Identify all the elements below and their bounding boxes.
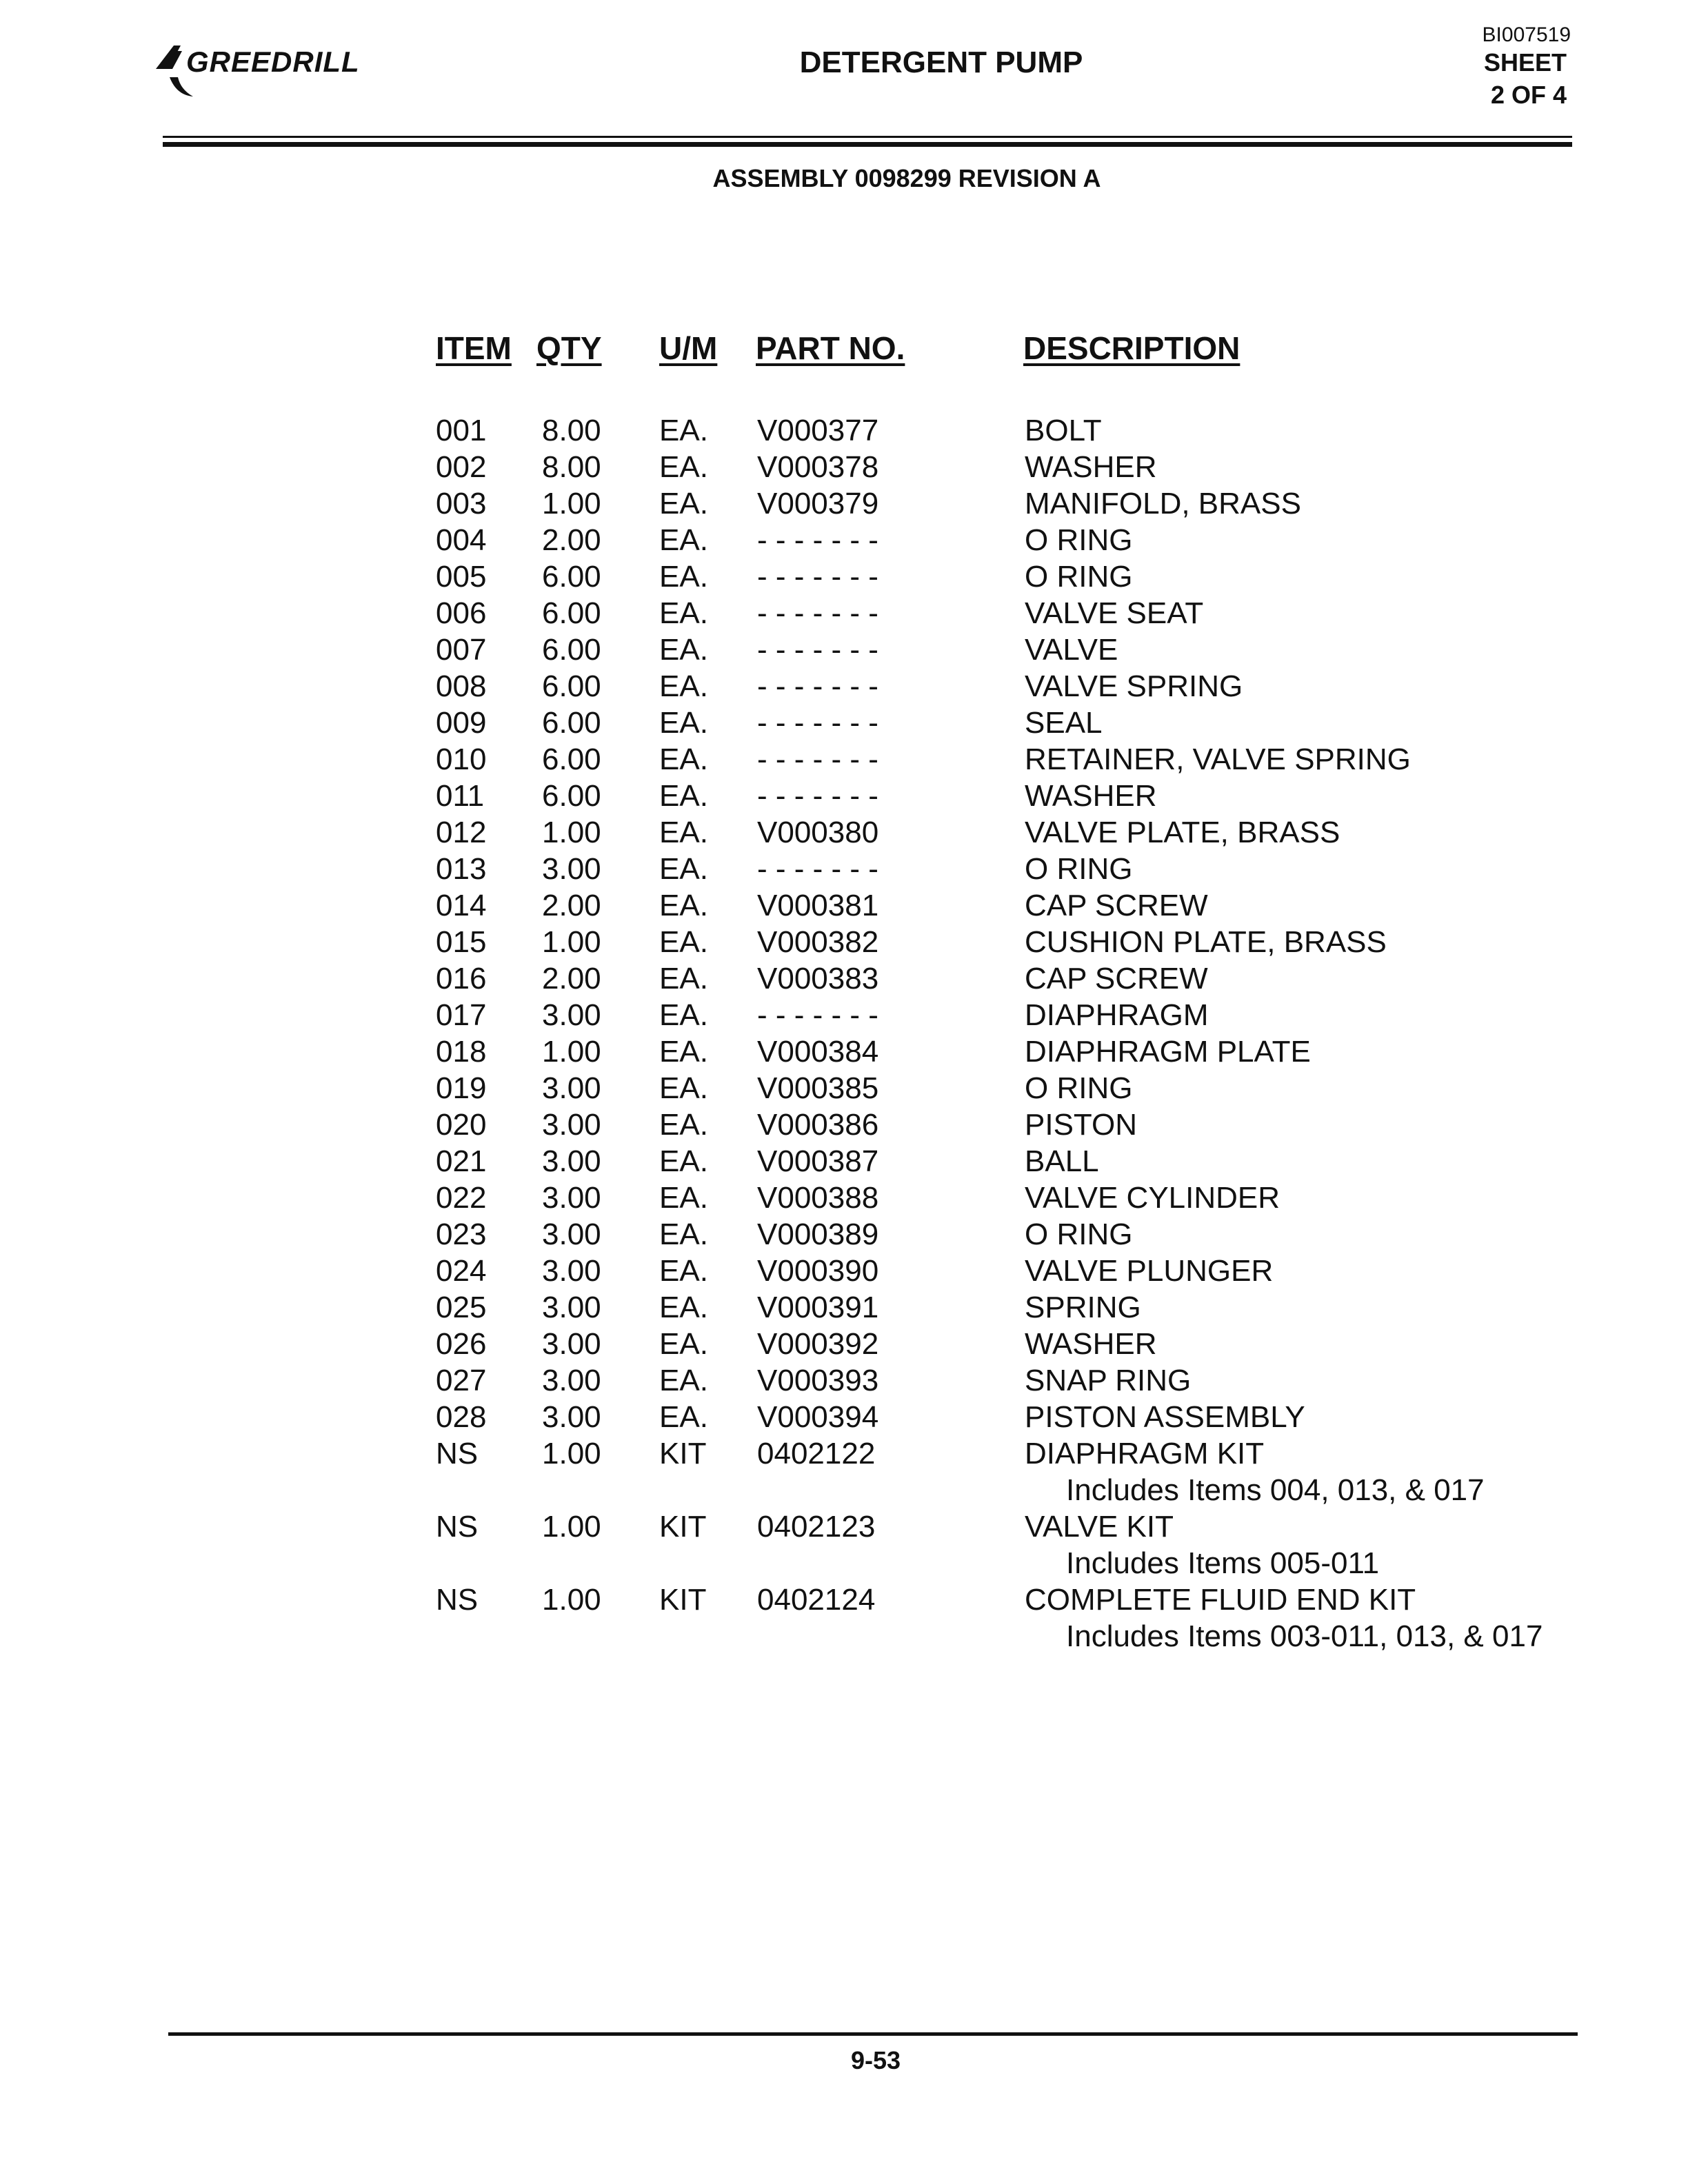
- table-row-note: [0, 1618, 1688, 1655]
- part-number-cell: V000392: [757, 1327, 879, 1361]
- header-rule-thick: [163, 142, 1572, 147]
- qty-cell: 1.00: [542, 487, 601, 520]
- sheet-label: SHEET: [1483, 48, 1567, 77]
- um-cell: EA.: [659, 998, 708, 1032]
- qty-cell: 3.00: [542, 998, 601, 1032]
- column-header-description: DESCRIPTION: [1023, 330, 1240, 366]
- um-cell: EA.: [659, 414, 708, 447]
- item-cell: 011: [436, 779, 485, 813]
- part-number-cell: V000378: [757, 450, 879, 484]
- table-row: [0, 1326, 1688, 1362]
- um-cell: KIT: [659, 1510, 707, 1544]
- um-cell: EA.: [659, 925, 708, 959]
- qty-cell: 2.00: [542, 889, 601, 922]
- description-cell: O RING: [1025, 560, 1133, 594]
- part-number-cell: - - - - - - -: [757, 742, 878, 776]
- table-row: [0, 997, 1688, 1033]
- brand-name: GREEDRILL: [186, 46, 360, 78]
- description-cell: COMPLETE FLUID END KIT: [1025, 1583, 1416, 1617]
- um-cell: EA.: [659, 560, 708, 594]
- description-cell: RETAINER, VALVE SPRING: [1025, 742, 1411, 776]
- item-cell: 024: [436, 1254, 487, 1288]
- kit-includes-note: Includes Items 003-011, 013, & 017: [1066, 1619, 1543, 1653]
- part-number-cell: V000379: [757, 487, 879, 520]
- description-cell: WASHER: [1025, 779, 1157, 813]
- qty-cell: 6.00: [542, 779, 601, 813]
- item-cell: 022: [436, 1181, 487, 1215]
- table-row: [0, 1180, 1688, 1216]
- um-cell: EA.: [659, 487, 708, 520]
- um-cell: EA.: [659, 1144, 708, 1178]
- part-number-cell: - - - - - - -: [757, 523, 878, 557]
- item-cell: 007: [436, 633, 487, 667]
- description-cell: MANIFOLD, BRASS: [1025, 487, 1301, 520]
- um-cell: EA.: [659, 1400, 708, 1434]
- um-cell: EA.: [659, 1071, 708, 1105]
- qty-cell: 3.00: [542, 1400, 601, 1434]
- description-cell: VALVE PLUNGER: [1025, 1254, 1274, 1288]
- qty-cell: 6.00: [542, 669, 601, 703]
- item-cell: 021: [436, 1144, 487, 1178]
- part-number-cell: V000380: [757, 816, 879, 849]
- qty-cell: 8.00: [542, 450, 601, 484]
- part-number-cell: V000394: [757, 1400, 879, 1434]
- description-cell: VALVE SPRING: [1025, 669, 1243, 703]
- um-cell: EA.: [659, 1364, 708, 1397]
- part-number-cell: V000385: [757, 1071, 879, 1105]
- table-row: [0, 631, 1688, 668]
- table-row: [0, 851, 1688, 887]
- table-row: [0, 595, 1688, 631]
- description-cell: DIAPHRAGM KIT: [1025, 1437, 1265, 1470]
- kit-includes-note: Includes Items 005-011: [1066, 1546, 1380, 1580]
- footer-rule: [168, 2032, 1578, 2036]
- um-cell: EA.: [659, 1254, 708, 1288]
- table-row: [0, 887, 1688, 924]
- item-cell: 002: [436, 450, 487, 484]
- qty-cell: 3.00: [542, 1181, 601, 1215]
- qty-cell: 1.00: [542, 925, 601, 959]
- qty-cell: 3.00: [542, 852, 601, 886]
- part-number-cell: V000384: [757, 1035, 879, 1069]
- part-number-cell: - - - - - - -: [757, 852, 878, 886]
- qty-cell: 8.00: [542, 414, 601, 447]
- item-cell: 006: [436, 596, 487, 630]
- um-cell: EA.: [659, 1217, 708, 1251]
- qty-cell: 3.00: [542, 1364, 601, 1397]
- item-cell: 001: [436, 414, 487, 447]
- column-header-part-no: PART NO.: [756, 330, 905, 366]
- qty-cell: 1.00: [542, 1437, 601, 1470]
- parts-table: [0, 412, 1688, 1655]
- qty-cell: 6.00: [542, 742, 601, 776]
- table-row-note: [0, 1472, 1688, 1508]
- qty-cell: 6.00: [542, 633, 601, 667]
- kit-includes-note: Includes Items 004, 013, & 017: [1066, 1473, 1485, 1507]
- qty-cell: 2.00: [542, 962, 601, 995]
- item-cell: 003: [436, 487, 487, 520]
- assembly-line: ASSEMBLY 0098299 REVISION A: [712, 164, 1101, 192]
- part-number-cell: V000381: [757, 889, 879, 922]
- part-number-cell: V000387: [757, 1144, 879, 1178]
- part-number-cell: 0402123: [757, 1510, 876, 1544]
- um-cell: EA.: [659, 889, 708, 922]
- um-cell: EA.: [659, 852, 708, 886]
- item-cell: 027: [436, 1364, 487, 1397]
- table-row: [0, 1289, 1688, 1326]
- description-cell: VALVE CYLINDER: [1025, 1181, 1280, 1215]
- qty-cell: 2.00: [542, 523, 601, 557]
- item-cell: 017: [436, 998, 487, 1032]
- table-row: [0, 1070, 1688, 1106]
- item-cell: 005: [436, 560, 487, 594]
- part-number-cell: - - - - - - -: [757, 560, 878, 594]
- qty-cell: 3.00: [542, 1071, 601, 1105]
- um-cell: EA.: [659, 742, 708, 776]
- item-cell: 019: [436, 1071, 487, 1105]
- table-row: [0, 741, 1688, 778]
- um-cell: EA.: [659, 1035, 708, 1069]
- item-cell: 026: [436, 1327, 487, 1361]
- header-rule-thin: [163, 136, 1572, 138]
- description-cell: VALVE KIT: [1025, 1510, 1174, 1544]
- description-cell: VALVE: [1025, 633, 1118, 667]
- qty-cell: 3.00: [542, 1291, 601, 1324]
- part-number-cell: V000383: [757, 962, 879, 995]
- um-cell: EA.: [659, 1327, 708, 1361]
- description-cell: PISTON: [1025, 1108, 1138, 1142]
- part-number-cell: V000393: [757, 1364, 879, 1397]
- table-row: [0, 1508, 1688, 1545]
- item-cell: NS: [436, 1583, 479, 1617]
- table-row: [0, 1216, 1688, 1253]
- qty-cell: 1.00: [542, 1035, 601, 1069]
- description-cell: VALVE SEAT: [1025, 596, 1204, 630]
- qty-cell: 3.00: [542, 1254, 601, 1288]
- table-row: [0, 558, 1688, 595]
- qty-cell: 1.00: [542, 1583, 601, 1617]
- part-number-cell: V000386: [757, 1108, 879, 1142]
- item-cell: 014: [436, 889, 487, 922]
- column-header-um: U/M: [659, 330, 718, 366]
- document-title: DETERGENT PUMP: [799, 46, 1083, 79]
- table-row: [0, 1435, 1688, 1472]
- description-cell: O RING: [1025, 523, 1133, 557]
- qty-cell: 6.00: [542, 596, 601, 630]
- part-number-cell: V000390: [757, 1254, 879, 1288]
- part-number-cell: 0402122: [757, 1437, 876, 1470]
- table-row: [0, 814, 1688, 851]
- um-cell: EA.: [659, 633, 708, 667]
- um-cell: KIT: [659, 1437, 707, 1470]
- item-cell: 012: [436, 816, 487, 849]
- description-cell: WASHER: [1025, 450, 1157, 484]
- qty-cell: 6.00: [542, 706, 601, 740]
- description-cell: O RING: [1025, 1217, 1133, 1251]
- table-row: [0, 705, 1688, 741]
- description-cell: SNAP RING: [1025, 1364, 1192, 1397]
- table-row: [0, 1253, 1688, 1289]
- item-cell: 013: [436, 852, 487, 886]
- um-cell: EA.: [659, 816, 708, 849]
- item-cell: 028: [436, 1400, 487, 1434]
- qty-cell: 6.00: [542, 560, 601, 594]
- part-number-cell: V000382: [757, 925, 879, 959]
- um-cell: EA.: [659, 706, 708, 740]
- description-cell: O RING: [1025, 1071, 1133, 1105]
- um-cell: EA.: [659, 779, 708, 813]
- item-cell: NS: [436, 1437, 479, 1470]
- description-cell: CAP SCREW: [1025, 889, 1208, 922]
- description-cell: BOLT: [1025, 414, 1102, 447]
- description-cell: BALL: [1025, 1144, 1099, 1178]
- part-number-cell: - - - - - - -: [757, 596, 878, 630]
- item-cell: 008: [436, 669, 487, 703]
- description-cell: CAP SCREW: [1025, 962, 1208, 995]
- column-header-qty: QTY: [536, 330, 602, 366]
- um-cell: EA.: [659, 669, 708, 703]
- um-cell: EA.: [659, 1291, 708, 1324]
- page-number: 9-53: [850, 2046, 901, 2074]
- table-row: [0, 960, 1688, 997]
- um-cell: KIT: [659, 1583, 707, 1617]
- table-row: [0, 412, 1688, 449]
- qty-cell: 1.00: [542, 816, 601, 849]
- part-number-cell: 0402124: [757, 1583, 876, 1617]
- qty-cell: 3.00: [542, 1327, 601, 1361]
- qty-cell: 3.00: [542, 1108, 601, 1142]
- um-cell: EA.: [659, 450, 708, 484]
- description-cell: VALVE PLATE, BRASS: [1025, 816, 1340, 849]
- table-row-note: [0, 1545, 1688, 1581]
- item-cell: 016: [436, 962, 487, 995]
- um-cell: EA.: [659, 962, 708, 995]
- description-cell: O RING: [1025, 852, 1133, 886]
- sheet-number: 2 OF 4: [1490, 81, 1567, 109]
- part-number-cell: - - - - - - -: [757, 779, 878, 813]
- item-cell: 023: [436, 1217, 487, 1251]
- item-cell: 015: [436, 925, 487, 959]
- table-row: [0, 668, 1688, 705]
- table-row: [0, 1033, 1688, 1070]
- um-cell: EA.: [659, 1108, 708, 1142]
- table-row: [0, 1143, 1688, 1180]
- part-number-cell: V000391: [757, 1291, 879, 1324]
- item-cell: 010: [436, 742, 487, 776]
- document-id: BI007519: [1482, 23, 1571, 46]
- table-row: [0, 1399, 1688, 1435]
- um-cell: EA.: [659, 1181, 708, 1215]
- table-row: [0, 1581, 1688, 1618]
- description-cell: WASHER: [1025, 1327, 1157, 1361]
- description-cell: CUSHION PLATE, BRASS: [1025, 925, 1387, 959]
- part-number-cell: V000388: [757, 1181, 879, 1215]
- item-cell: 018: [436, 1035, 487, 1069]
- um-cell: EA.: [659, 523, 708, 557]
- description-cell: SEAL: [1025, 706, 1103, 740]
- part-number-cell: V000389: [757, 1217, 879, 1251]
- um-cell: EA.: [659, 596, 708, 630]
- part-number-cell: - - - - - - -: [757, 706, 878, 740]
- part-number-cell: - - - - - - -: [757, 669, 878, 703]
- table-row: [0, 924, 1688, 960]
- item-cell: 025: [436, 1291, 487, 1324]
- table-row: [0, 1362, 1688, 1399]
- description-cell: DIAPHRAGM PLATE: [1025, 1035, 1311, 1069]
- item-cell: NS: [436, 1510, 479, 1544]
- table-row: [0, 778, 1688, 814]
- table-row: [0, 522, 1688, 558]
- qty-cell: 3.00: [542, 1217, 601, 1251]
- qty-cell: 3.00: [542, 1144, 601, 1178]
- qty-cell: 1.00: [542, 1510, 601, 1544]
- item-cell: 020: [436, 1108, 487, 1142]
- table-row: [0, 485, 1688, 522]
- column-header-item: ITEM: [436, 330, 512, 366]
- item-cell: 004: [436, 523, 487, 557]
- description-cell: SPRING: [1025, 1291, 1141, 1324]
- description-cell: PISTON ASSEMBLY: [1025, 1400, 1305, 1434]
- table-row: [0, 1106, 1688, 1143]
- part-number-cell: - - - - - - -: [757, 998, 878, 1032]
- part-number-cell: V000377: [757, 414, 879, 447]
- part-number-cell: - - - - - - -: [757, 633, 878, 667]
- table-row: [0, 449, 1688, 485]
- description-cell: DIAPHRAGM: [1025, 998, 1209, 1032]
- item-cell: 009: [436, 706, 487, 740]
